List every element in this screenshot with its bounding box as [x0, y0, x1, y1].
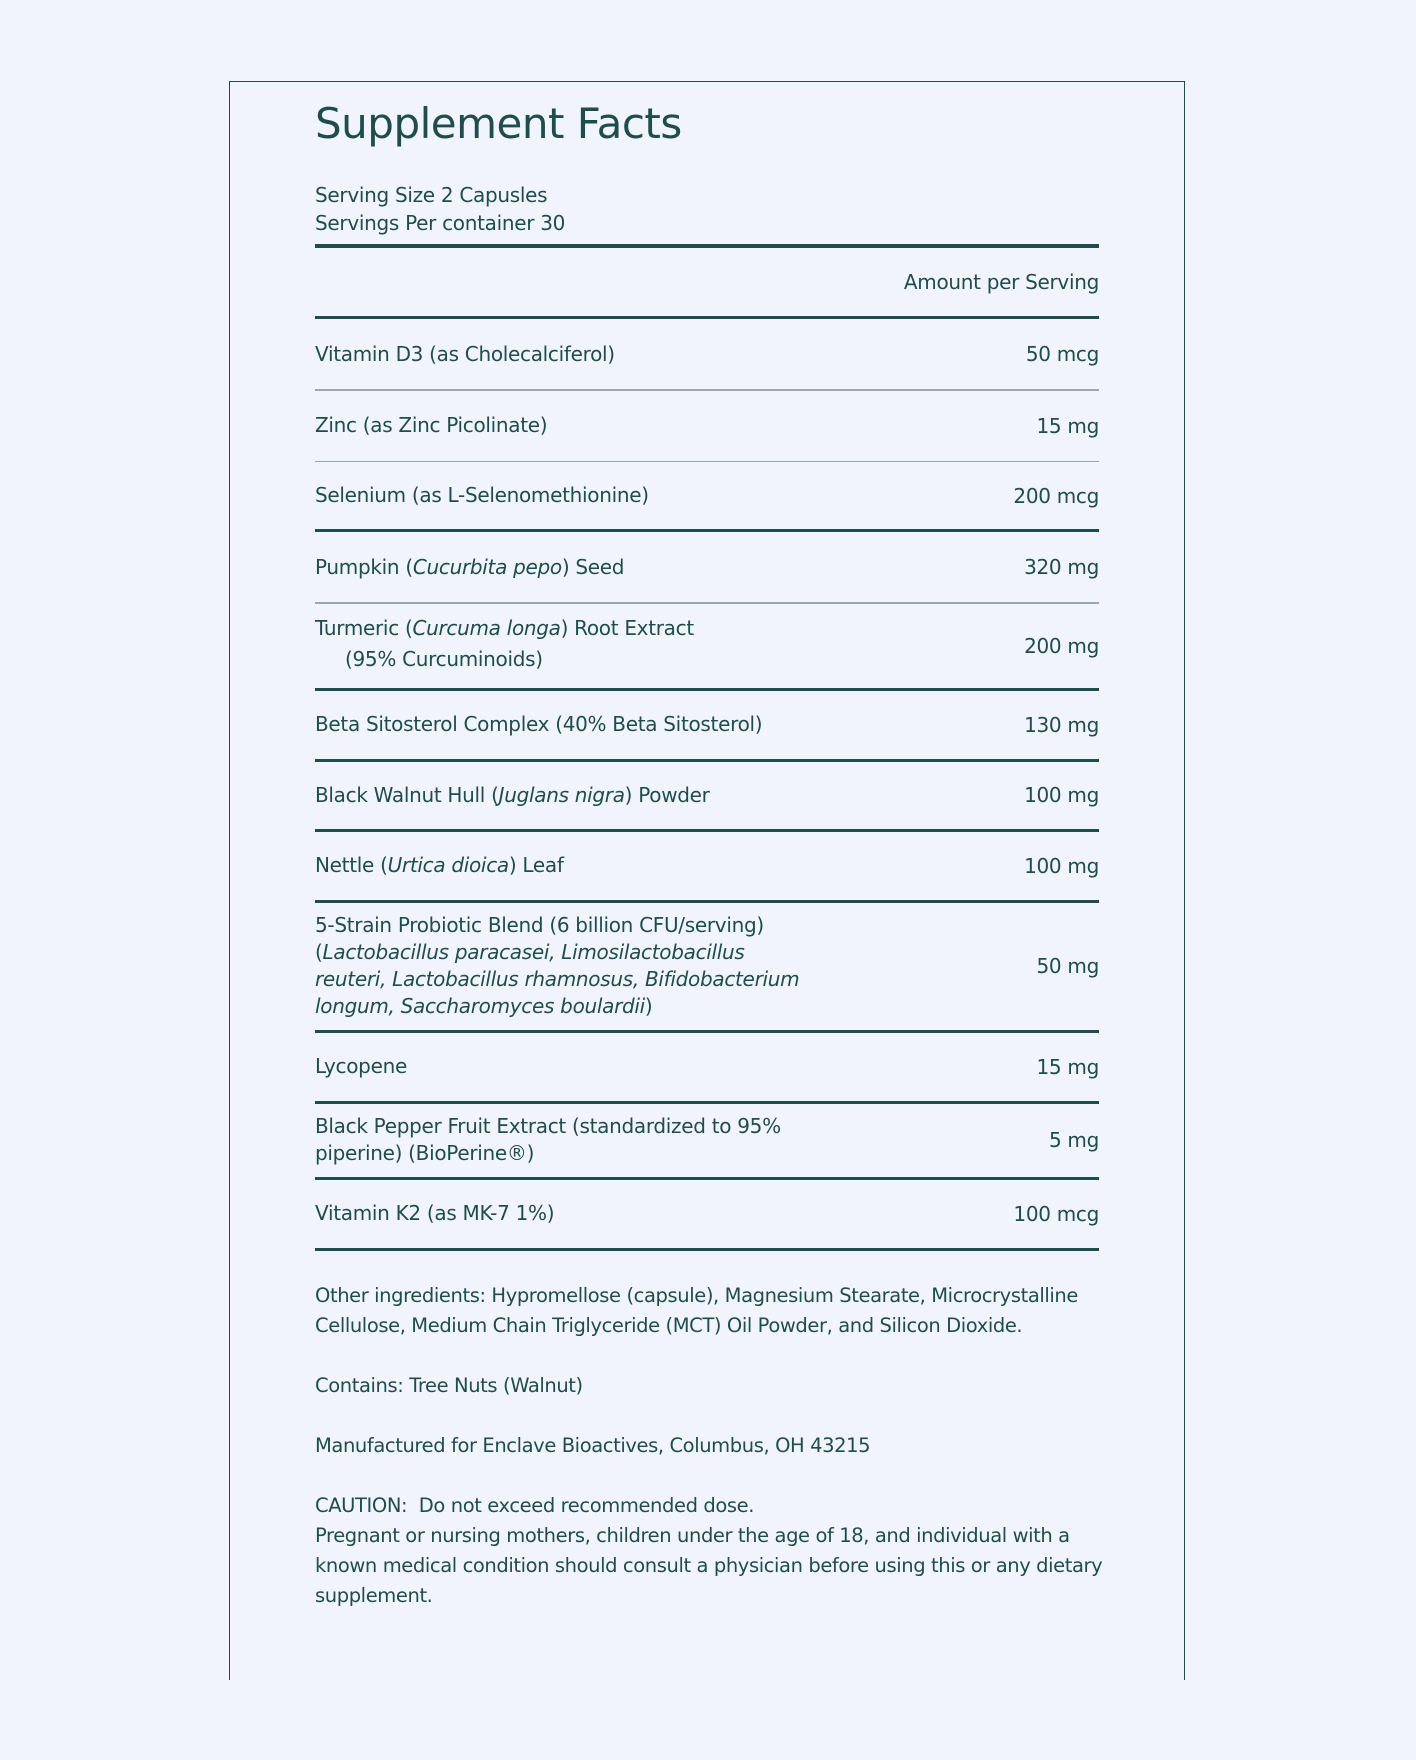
amount-header-label: Amount per Serving — [903, 270, 1099, 294]
ingredient-name: 5-Strain Probiotic Blend (6 billion CFU/serving) (Lactobacillus paracasei, Limosilactobacillus reuteri, Lactobacillus rhamnosus, Bifidobacterium longum, Saccharomyces boulardii) — [315, 913, 800, 1018]
caution-title: CAUTION: Do not exceed recommended dose. — [315, 1494, 755, 1517]
ingredient-name — [315, 615, 694, 676]
amount-header — [315, 248, 1099, 316]
table-row — [315, 319, 1099, 389]
ingredient-amount: 50 mcg — [1025, 342, 1099, 366]
table-row — [315, 1033, 1099, 1101]
ingredient-name: Vitamin D3 (as Cholecalciferol) — [315, 341, 615, 366]
table-row — [315, 391, 1099, 461]
ingredient-amount: 320 mg — [1024, 555, 1099, 579]
table-row — [315, 903, 1099, 1030]
table-row — [315, 462, 1099, 529]
table-row — [315, 832, 1099, 900]
ingredient-name: Beta Sitosterol Complex (40% Beta Sitosterol) — [315, 712, 763, 736]
ingredient-name: Selenium (as L-Selenomethionine) — [315, 483, 649, 507]
caution-text: Pregnant or nursing mothers, children under the age of 18, and individual with a known medical condition should consult a physician before using this or any dietary supplement. — [315, 1524, 1103, 1607]
ingredient-amount: 15 mg — [1036, 413, 1099, 438]
ingredient-name: Black Walnut Hull (Juglans nigra) Powder — [315, 782, 710, 807]
ingredient-name-main: Turmeric (Curcuma longa) Root Extract — [315, 616, 694, 640]
ingredient-amount: 100 mg — [1024, 783, 1099, 807]
ingredient-amount: 200 mcg — [1013, 483, 1099, 508]
divider — [315, 1248, 1099, 1251]
label-notes — [315, 1281, 1105, 1611]
ingredient-amount: 15 mg — [1036, 1054, 1099, 1079]
ingredient-name: Pumpkin (Cucurbita pepo) Seed — [315, 554, 625, 579]
ingredient-sub: (95% Curcuminoids) — [345, 647, 543, 671]
table-row — [315, 532, 1099, 602]
ingredient-name: Lycopene — [315, 1054, 407, 1078]
table-row — [315, 1180, 1099, 1248]
ingredient-name: Nettle (Urtica dioica) Leaf — [315, 853, 564, 877]
other-ingredients: Other ingredients: Hypromellose (capsule), Magnesium Stearate, Microcrystalline Cellulose, Medium Chain Triglyceride (MCT) Oil Powder, and Silicon Dioxide. — [315, 1284, 1078, 1337]
facts-table — [315, 244, 1099, 1251]
servings-per-container: Servings Per container 30 — [315, 211, 566, 235]
serving-info — [315, 181, 565, 237]
ingredient-name: Vitamin K2 (as MK-7 1%) — [315, 1201, 555, 1225]
table-row — [315, 1104, 1099, 1177]
table-row — [315, 762, 1099, 829]
ingredient-amount: 100 mcg — [1013, 1201, 1099, 1226]
ingredient-name: Black Pepper Fruit Extract (standardized to 95% piperine) (BioPerine®) — [315, 1114, 781, 1165]
serving-size: Serving Size 2 Capusles — [315, 183, 548, 207]
ingredient-amount: 5 mg — [1048, 1128, 1099, 1152]
page-title: Supplement Facts — [315, 99, 682, 148]
ingredient-name: Zinc (as Zinc Picolinate) — [315, 413, 548, 437]
table-row — [315, 604, 1099, 688]
ingredient-amount: 130 mg — [1024, 712, 1099, 737]
table-row — [315, 691, 1099, 759]
ingredient-amount: 50 mg — [1036, 954, 1099, 978]
ingredient-amount: 100 mg — [1024, 853, 1099, 878]
ingredient-amount: 200 mg — [1024, 633, 1099, 658]
manufacturer-statement: Manufactured for Enclave Bioactives, Columbus, OH 43215 — [315, 1434, 871, 1457]
allergen-statement: Contains: Tree Nuts (Walnut) — [315, 1374, 583, 1397]
